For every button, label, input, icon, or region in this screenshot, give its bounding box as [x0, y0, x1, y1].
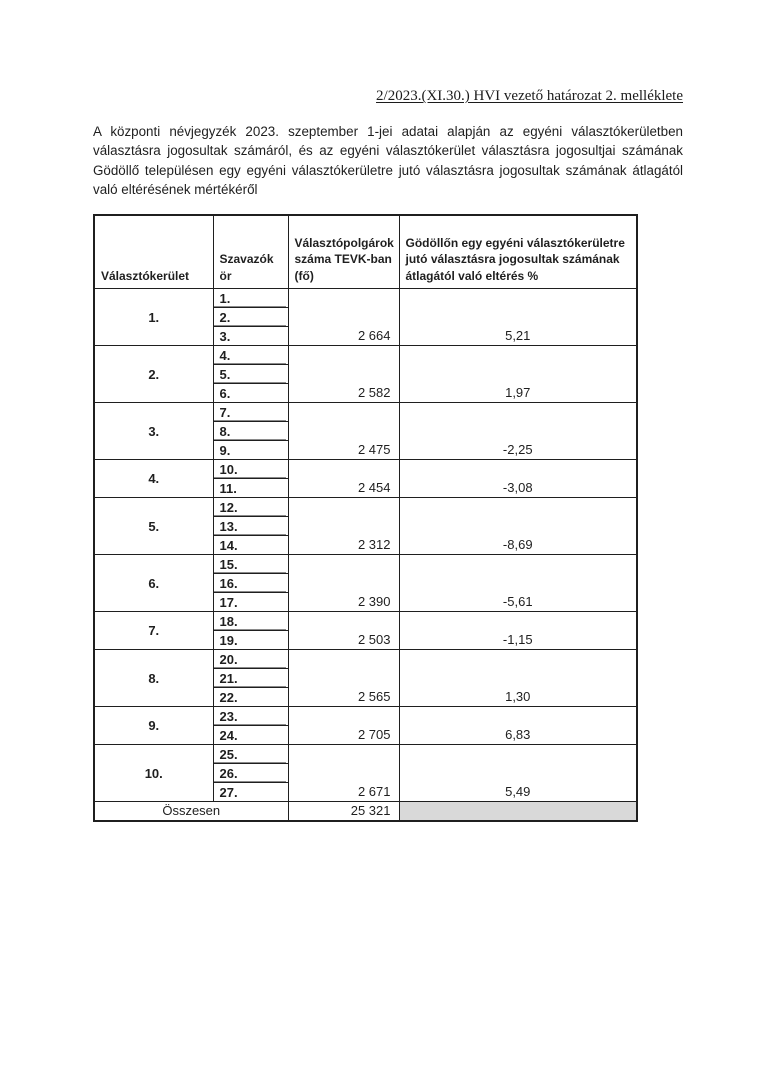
precinct-cell: 7.: [213, 403, 288, 422]
precinct-cell: 11.: [213, 479, 288, 498]
precinct-cell: 27.: [213, 783, 288, 802]
voters-cell: 2 312: [288, 498, 399, 555]
precinct-cell: 23.: [213, 707, 288, 726]
precinct-cell: 1.: [213, 289, 288, 308]
precinct-cell: 15.: [213, 555, 288, 574]
district-cell: 3.: [94, 403, 213, 460]
precinct-cell: 5.: [213, 365, 288, 384]
voters-cell: 2 454: [288, 460, 399, 498]
document-title: 2/2023.(XI.30.) HVI vezető határozat 2. melléklete: [376, 88, 683, 104]
header-precinct: Szavazókör: [213, 215, 288, 289]
voters-cell: 2 503: [288, 612, 399, 650]
precinct-cell: 26.: [213, 764, 288, 783]
precinct-cell: 18.: [213, 612, 288, 631]
voters-cell: 2 475: [288, 403, 399, 460]
precinct-cell: 4.: [213, 346, 288, 365]
header-district: Választókerület: [94, 215, 213, 289]
voter-data-table: [93, 214, 638, 822]
precinct-cell: 17.: [213, 593, 288, 612]
table-row: [94, 555, 637, 574]
precinct-cell: 6.: [213, 384, 288, 403]
precinct-cell: 3.: [213, 327, 288, 346]
table-row: [94, 707, 637, 726]
deviation-cell: -2,25: [399, 403, 637, 460]
voters-cell: 2 705: [288, 707, 399, 745]
deviation-cell: -1,15: [399, 612, 637, 650]
table-row: [94, 498, 637, 517]
district-cell: 4.: [94, 460, 213, 498]
header-voters: Választópolgárok száma TEVK-ban (fő): [288, 215, 399, 289]
deviation-cell: 6,83: [399, 707, 637, 745]
precinct-cell: 2.: [213, 308, 288, 327]
district-cell: 10.: [94, 745, 213, 802]
precinct-cell: 10.: [213, 460, 288, 479]
table-row: [94, 289, 637, 308]
voters-cell: 2 390: [288, 555, 399, 612]
voters-cell: 2 582: [288, 346, 399, 403]
precinct-cell: 14.: [213, 536, 288, 555]
table-row: [94, 745, 637, 764]
district-cell: 8.: [94, 650, 213, 707]
district-cell: 6.: [94, 555, 213, 612]
table-header-row: [94, 215, 637, 289]
precinct-cell: 16.: [213, 574, 288, 593]
deviation-cell: -3,08: [399, 460, 637, 498]
deviation-cell: 1,30: [399, 650, 637, 707]
intro-paragraph: A központi névjegyzék 2023. szeptember 1-jei adatai alapján az egyéni választókerületben választásra jogosultak számáról, és az egyéni választókerület választásra jogosultjai számának Gödöllő településen egy egyéni választókerületre jutó választásra jogosultak számának átlagától való eltérésének mértékéről: [93, 124, 683, 198]
precinct-cell: 12.: [213, 498, 288, 517]
voters-cell: 2 671: [288, 745, 399, 802]
precinct-cell: 25.: [213, 745, 288, 764]
table-row: [94, 460, 637, 479]
deviation-cell: 5,21: [399, 289, 637, 346]
district-cell: 2.: [94, 346, 213, 403]
precinct-cell: 8.: [213, 422, 288, 441]
total-label-cell: Összesen: [94, 802, 288, 821]
deviation-cell: 5,49: [399, 745, 637, 802]
district-cell: 5.: [94, 498, 213, 555]
precinct-cell: 19.: [213, 631, 288, 650]
total-shaded-cell: [399, 802, 637, 821]
voters-cell: 2 664: [288, 289, 399, 346]
total-voters-cell: 25 321: [288, 802, 399, 821]
table-row: [94, 612, 637, 631]
table-body: [94, 289, 637, 802]
voters-cell: 2 565: [288, 650, 399, 707]
district-cell: 1.: [94, 289, 213, 346]
precinct-cell: 21.: [213, 669, 288, 688]
precinct-cell: 13.: [213, 517, 288, 536]
table-row: [94, 650, 637, 669]
table-row: [94, 403, 637, 422]
total-row: [94, 802, 637, 821]
precinct-cell: 24.: [213, 726, 288, 745]
district-cell: 9.: [94, 707, 213, 745]
precinct-cell: 9.: [213, 441, 288, 460]
district-cell: 7.: [94, 612, 213, 650]
precinct-cell: 20.: [213, 650, 288, 669]
deviation-cell: 1,97: [399, 346, 637, 403]
deviation-cell: -5,61: [399, 555, 637, 612]
header-deviation: Gödöllőn egy egyéni választókerületre jutó választásra jogosultak számának átlagától való eltérés %: [399, 215, 637, 289]
deviation-cell: -8,69: [399, 498, 637, 555]
table-row: [94, 346, 637, 365]
precinct-cell: 22.: [213, 688, 288, 707]
